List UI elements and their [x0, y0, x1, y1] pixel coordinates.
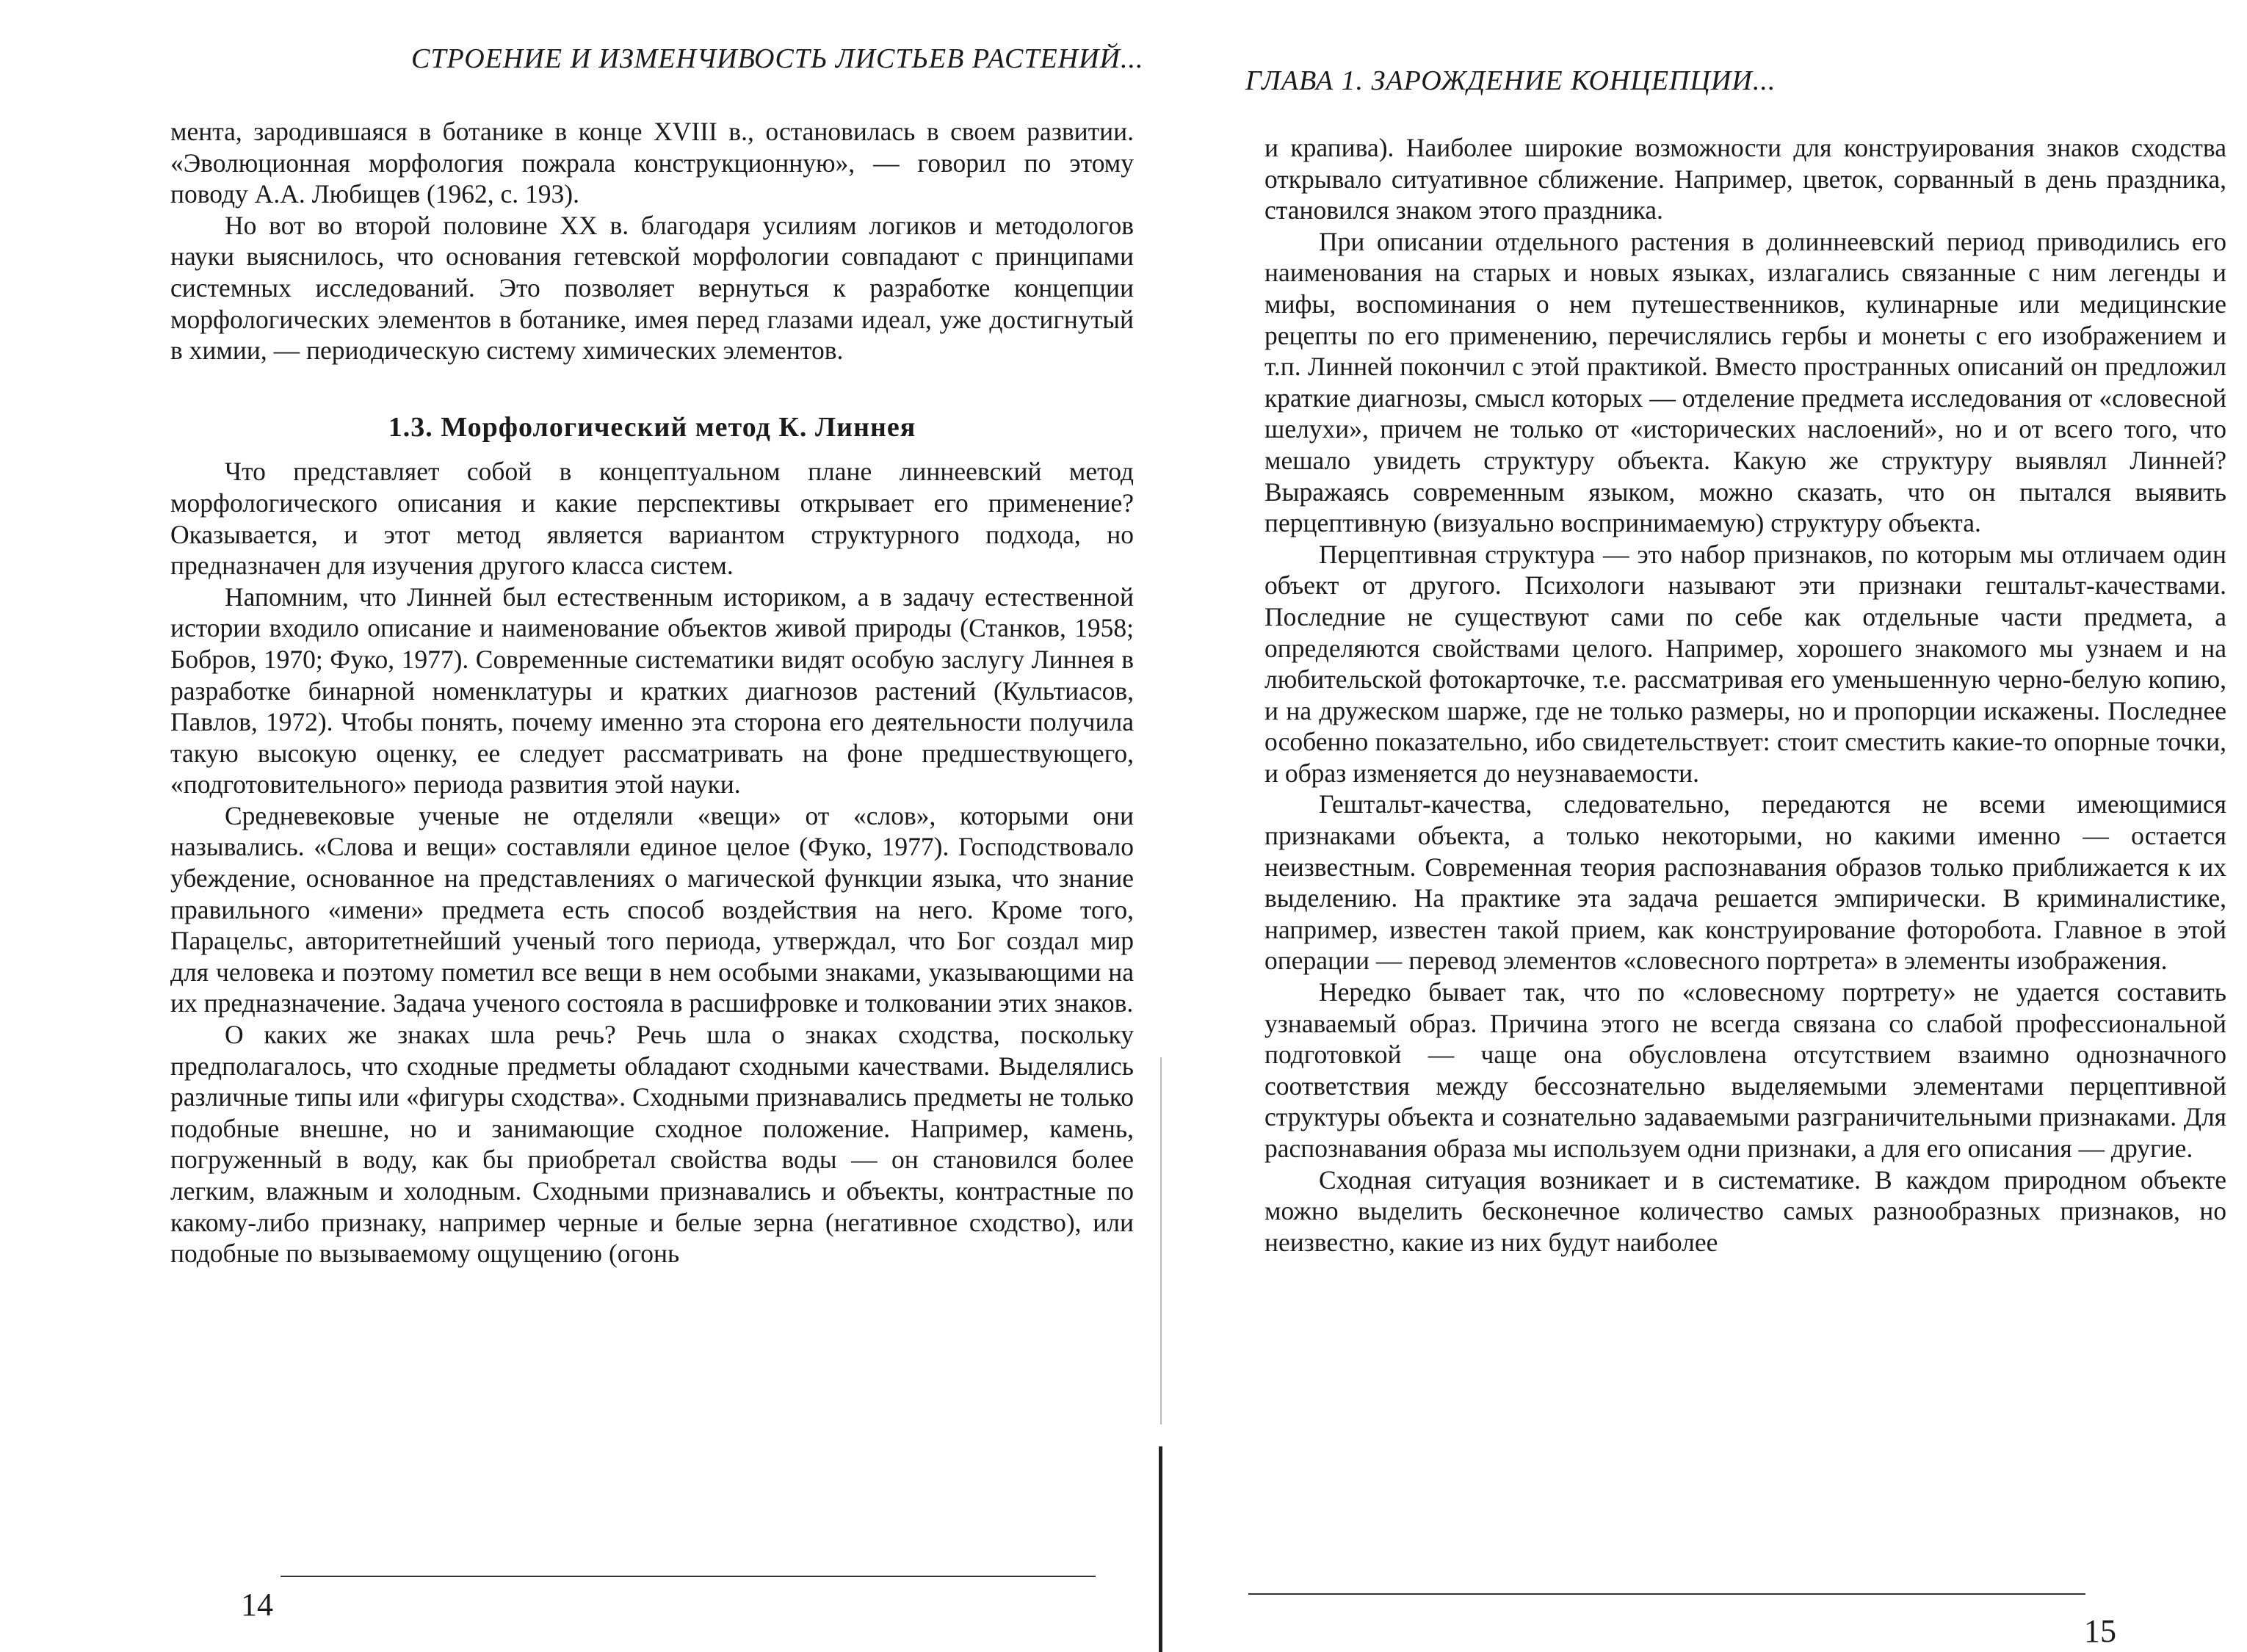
right-page: [1175, 0, 2247, 1652]
running-head-left: СТРОЕНИЕ И ИЗМЕНЧИВОСТЬ ЛИСТЬЕВ РАСТЕНИЙ...: [411, 43, 1144, 74]
paragraph: Средневековые ученые не отделяли «вещи» от «слов», которыми они назывались. «Слова и вещи» составляли единое целое (Фуко, 1977). Господствовало убеждение, основанное на представлениях о магической функции языка, что знание правильного «имени» предмета есть способ воздействия на него. Кроме того, Парацельс, авторитетнейший ученый того периода, утверждал, что Бог создал мир для человека и поэтому пометил все вещи в нем особыми знаками, указывающими на их предназначение. Задача ученого состояла в расшифровке и толковании этих знаков.: [170, 800, 1134, 1018]
paragraph: Гештальт-качества, следовательно, передаются не всеми имеющимися признаками объекта, а только некоторыми, но какими именно — остается неизвестным. Современная теория распознавания образов только приближается к их выделению. На практике эта задача решается эмпирически. В криминалистике, например, известен такой прием, как конструирование фоторобота. Главное в этой операции — перевод элементов «словесного портрета» в элементы изображения.: [1264, 789, 2226, 976]
running-head-right: ГЛАВА 1. ЗАРОЖДЕНИЕ КОНЦЕПЦИИ...: [1245, 65, 1776, 96]
section-heading: 1.3. Морфологический метод К. Линнея: [388, 411, 916, 443]
paragraph: Перцептивная структура — это набор признаков, по которым мы отличаем один объект от другого. Психологи называют эти признаки гештальт-качествами. Последние не существуют сами по себе как отдельные части предмета, а определяются свойствами целого. Например, хорошего знакомого мы узнаем и на любительской фотокарточке, т.е. рассматривая его уменьшенную черно-белую копию, и на дружеском шарже, где не только размеры, но и пропорции искажены. Последнее особенно показательно, ибо свидетельствует: стоит сместить какие-то опорные точки, и образ изменяется до неузнаваемости.: [1264, 539, 2226, 788]
footer-rule-left: [281, 1576, 1096, 1577]
paragraph: и крапива). Наиболее широкие возможности для конструирования знаков сходства открывало ситуативное сближение. Например, цветок, сорванный в день праздника, становился знаком этого праздника.: [1264, 133, 2226, 225]
page-number-right: 15: [2084, 1613, 2116, 1649]
paragraph: Напомним, что Линней был естественным историком, а в задачу естественной истории входило описание и наименование объектов живой природы (Станков, 1958; Бобров, 1970; Фуко, 1977). Современные систематики видят особую заслугу Линнея в разработке бинарной номенклатуры и кратких диагнозов растений (Культиасов, Павлов, 1972). Чтобы понять, почему именно эта сторона его деятельности получила такую высокую оценку, ее следует рассматривать на фоне предшествующего, «подготовительного» периода развития этой науки.: [170, 582, 1134, 800]
gutter-shadow: [1160, 1057, 1162, 1424]
paragraph: мента, зародившаяся в ботанике в конце XVIII в., остановилась в своем развитии. «Эволюционная морфология пожрала конструкционную», — говорил по этому поводу А.А. Любищев (1962, с. 193).: [170, 117, 1134, 209]
paragraph: Но вот во второй половине XX в. благодаря усилиям логиков и методологов науки выяснилось, что основания гетевской морфологии совпадают с принципами системных исследований. Это позволяет вернуться к разработке концепции морфологических элементов в ботанике, имея перед глазами идеал, уже достигнутый в химии, — периодическую систему химических элементов.: [170, 210, 1134, 366]
gutter-line: [1159, 1446, 1162, 1652]
left-page-text: [170, 116, 1134, 1269]
right-page-text: [1264, 132, 2226, 1258]
paragraph: О каких же знаках шла речь? Речь шла о знаках сходства, поскольку предполагалось, что сходные предметы обладают сходными качествами. Выделялись различные типы или «фигуры сходства». Сходными признавались предметы не только подобные внешне, но и занимающие сходное положение. Например, камень, погруженный в воду, как бы приобретал свойства воды — он становился более легким, влажным и холодным. Сходными признавались и объекты, контрастные по какому-либо признаку, например черные и белые зерна (негативное сходство), или подобные по вызываемому ощущению (огонь: [170, 1020, 1134, 1269]
paragraph: Сходная ситуация возникает и в систематике. В каждом природном объекте можно выделить бесконечное количество самых разнообразных признаков, но неизвестно, какие из них будут наиболее: [1264, 1164, 2226, 1257]
paragraph: При описании отдельного растения в долиннеевский период приводились его наименования на старых и новых языках, излагались связанные с ним легенды и мифы, воспоминания о нем путешественников, кулинарные или медицинские рецепты по его применению, перечислялись гербы и монеты с его изображением и т.п. Линней покончил с этой практикой. Вместо пространных описаний он предложил краткие диагнозы, смысл которых — отделение предмета исследования от «словесной шелухи», причем не только от «исторических наслоений», но и от всего того, что мешало увидеть структуру объекта. Какую же структуру выявлял Линней? Выражаясь современным языком, можно сказать, что он пытался выявить перцептивную (визуально воспринимаемую) структуру объекта.: [1264, 226, 2226, 538]
paragraph: Нередко бывает так, что по «словесному портрету» не удается составить узнаваемый образ. Причина этого не всегда связана со слабой профессиональной подготовкой — чаще она обусловлена отсутствием взаимно однозначного соответствия между бессознательно выделяемыми элементами перцептивной структуры объекта и сознательно задаваемыми разграничительными признаками. Для распознавания образа мы используем одни признаки, а для его описания — другие.: [1264, 977, 2226, 1163]
page-number-left: 14: [241, 1587, 273, 1623]
footer-rule-right: [1248, 1593, 2085, 1595]
paragraph: Что представляет собой в концептуальном плане линнеевский метод морфологического описания и какие перспективы открывает его применение? Оказывается, и этот метод является вариантом структурного подхода, но предназначен для изучения другого класса систем.: [170, 457, 1134, 581]
